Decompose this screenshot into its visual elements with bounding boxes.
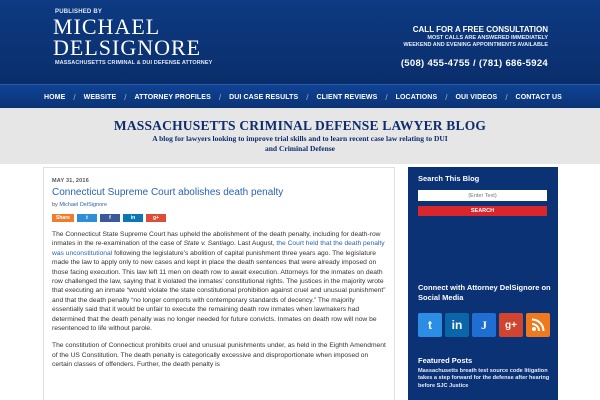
nav-item-dui-case-results[interactable]: DUI CASE RESULTS <box>229 93 299 101</box>
nav-item-oui-videos[interactable]: OUI VIDEOS <box>455 93 498 101</box>
phone-numbers[interactable]: (508) 455-4755 / (781) 686-5924 <box>400 58 548 69</box>
blog-post <box>43 167 395 400</box>
brand-name-last[interactable]: DELSIGNORE <box>53 35 202 60</box>
byline-prefix: by <box>52 202 58 208</box>
post-paragraph-2: The constitution of Connecticut prohibits cruel and unusual punishments under, as held in the Eighth Amendment of the US Constitution. The death penalty is categorically excessive and disproportionate when imposed on certain classes of offenders. Further, the death penalty is <box>52 342 386 369</box>
nav-separator: / <box>306 92 309 102</box>
nav-separator: / <box>505 92 508 102</box>
search-button[interactable]: SEARCH <box>418 206 547 216</box>
case-name: State v. Santiago <box>183 240 235 248</box>
nav-separator: / <box>445 92 448 102</box>
rss-icon[interactable] <box>526 313 550 337</box>
paragraph-text: The Connecticut State Supreme Court has upheld the abolishment of the death penalty, including for death-row inmates in the re-examination of the case of <box>52 231 381 248</box>
featured-heading: Featured Posts <box>418 356 473 365</box>
blog-subtitle: A blog for lawyers looking to improve trial skills and to learn recent case law relating to DUI and Criminal Defense <box>152 134 448 153</box>
paragraph-text: following the legislature’s abolition of capital punishment three years ago. The legislature made the law to apply only to new cases and kept in place the death sentences that were already imposed on those facing execution. This law left 11 men on death row to await execution. Attorneys for the inmates on death row challenged the law, saying that it violated the inmates’ constitutional rights. The justices in the majority wrote that executing an inmate “would violate the state constitutional prohibition against cruel and unusual punishment” and that the death penalty “no longer comports with contemporary standards of decency.” The majority essentially said that it would be unfair to execute the remaining death row inmates when lawmakers had determined that the death penalty was no longer needed for future convicts. Inmates on death row will now be resentenced to life without parole. <box>52 249 386 333</box>
sidebar <box>408 167 558 400</box>
search-input[interactable] <box>418 190 547 201</box>
nav-item-website[interactable]: WEBSITE <box>83 93 117 101</box>
blog-title[interactable]: MASSACHUSETTS CRIMINAL DEFENSE LAWYER BLOG <box>113 118 487 133</box>
search-heading: Search This Blog <box>418 174 480 183</box>
blog-banner <box>0 108 600 164</box>
social-heading: Connect with Attorney DelSignore on Social Media <box>418 283 551 302</box>
post-paragraph-1 <box>52 230 386 333</box>
paragraph-text: . Last August, <box>234 240 277 248</box>
linkedin-share-icon[interactable]: in <box>123 214 143 222</box>
justia-icon[interactable]: J <box>472 313 496 337</box>
nav-separator: / <box>218 92 222 102</box>
share-buttons <box>52 214 386 222</box>
consultation-note-1: MOST CALLS ARE ANSWERED IMMEDIATELY <box>427 35 548 41</box>
consultation-note-2: WEEKEND AND EVENING APPOINTMENTS AVAILABLE <box>403 42 548 48</box>
nav-separator: / <box>73 92 76 102</box>
post-author-link[interactable]: Michael DelSignore <box>59 202 108 208</box>
nav-list <box>44 85 562 109</box>
post-title[interactable]: Connecticut Supreme Court abolishes death penalty <box>52 187 284 198</box>
brand-tagline: MASSACHUSETTS CRIMINAL & DUI DEFENSE ATTORNEY <box>55 60 213 66</box>
consultation-box <box>403 25 548 49</box>
share-button[interactable]: Share <box>52 214 74 222</box>
gplus-share-icon[interactable]: g+ <box>146 214 166 222</box>
twitter-icon[interactable]: t <box>418 313 442 337</box>
twitter-share-icon[interactable]: t <box>77 214 97 222</box>
nav-item-home[interactable]: HOME <box>44 93 66 101</box>
post-date: MAY 31, 2016 <box>52 178 89 184</box>
nav-separator: / <box>124 92 127 102</box>
featured-post-link[interactable]: Massachusetts breath test source code litigation takes a step forward for the defense after hearing before SJC Justice <box>418 368 550 389</box>
post-byline <box>52 202 386 208</box>
nav-item-client-reviews[interactable]: CLIENT REVIEWS <box>316 93 378 101</box>
facebook-share-icon[interactable]: f <box>100 214 120 222</box>
published-by-label: PUBLISHED BY <box>55 9 103 15</box>
brand-name-first[interactable]: MICHAEL <box>53 14 161 39</box>
nav-item-locations[interactable]: LOCATIONS <box>395 93 438 101</box>
court-ruling-link[interactable]: the Court held that the death penalty was unconstitutional <box>52 240 385 257</box>
linkedin-icon[interactable]: in <box>445 313 469 337</box>
gplus-icon[interactable]: g+ <box>499 313 523 337</box>
nav-item-attorney-profiles[interactable]: ATTORNEY PROFILES <box>134 93 211 101</box>
social-icons <box>418 313 550 337</box>
nav-separator: / <box>385 92 388 102</box>
nav-item-contact-us[interactable]: CONTACT US <box>515 93 562 101</box>
main-navigation <box>0 84 600 108</box>
site-header <box>0 0 600 84</box>
consultation-title: CALL FOR A FREE CONSULTATION <box>412 25 548 34</box>
